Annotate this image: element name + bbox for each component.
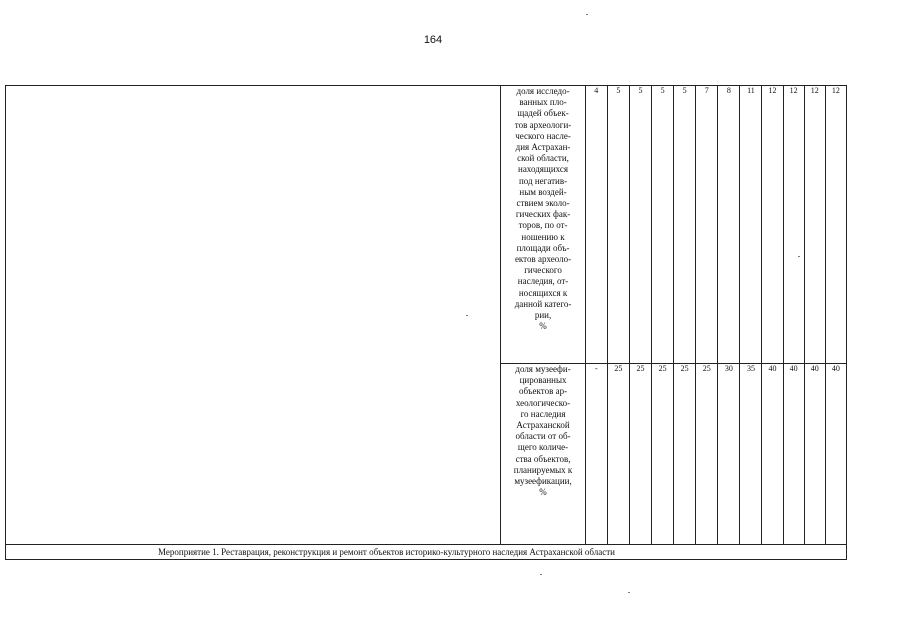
scan-speck bbox=[586, 14, 588, 15]
scan-speck bbox=[798, 256, 800, 257]
value-cell: 12 bbox=[762, 86, 783, 364]
value-cell: 25 bbox=[674, 364, 696, 545]
value-cell: 25 bbox=[607, 364, 629, 545]
value-cell: 5 bbox=[674, 86, 696, 364]
value-cell: 5 bbox=[629, 86, 651, 364]
activity-title: Мероприятие 1. Реставрация, реконструкция и ремонт объектов историко-культурного наследия Астраханской области bbox=[6, 545, 847, 560]
value-cell: 5 bbox=[607, 86, 629, 364]
value-cell: 8 bbox=[718, 86, 740, 364]
value-cell: 40 bbox=[804, 364, 825, 545]
value-cell: 30 bbox=[718, 364, 740, 545]
value-cell: 4 bbox=[585, 86, 607, 364]
value-cell: 25 bbox=[629, 364, 651, 545]
value-cell: 40 bbox=[825, 364, 846, 545]
scan-speck bbox=[628, 592, 630, 593]
empty-left-cell bbox=[6, 86, 501, 545]
value-cell: 40 bbox=[783, 364, 804, 545]
value-cell: 35 bbox=[740, 364, 762, 545]
value-cell: 25 bbox=[696, 364, 718, 545]
value-cell: 12 bbox=[783, 86, 804, 364]
scan-speck bbox=[540, 574, 542, 575]
indicator-label: доля исследо- ванных пло- щадей объек- тов археологи- ческого насле- дия Астрахан- ской области, находящихся под негатив- ным воздей- ствием эколо- гических фак- торов, по от- ношению к площади объ- ектов археоло- гического наследия, от- носящихся к данной катего- рии, % bbox=[501, 86, 585, 364]
page-number: 164 bbox=[423, 34, 443, 46]
scan-speck bbox=[466, 315, 468, 316]
activity-row bbox=[6, 545, 847, 560]
value-cell: 40 bbox=[762, 364, 783, 545]
value-cell: 11 bbox=[740, 86, 762, 364]
value-cell: 12 bbox=[804, 86, 825, 364]
value-cell: 12 bbox=[825, 86, 846, 364]
value-cell: 25 bbox=[652, 364, 674, 545]
indicator-row-archaeological-areas bbox=[6, 86, 847, 364]
indicator-label: доля музеефи- цированных объектов ар- хеологическо- го наследия Астраханской области от об- щего количе- ства объектов, планируемых к музеефикации, % bbox=[501, 364, 585, 545]
value-cell: - bbox=[585, 364, 607, 545]
value-cell: 7 bbox=[696, 86, 718, 364]
value-cell: 5 bbox=[652, 86, 674, 364]
indicators-table bbox=[5, 85, 847, 560]
